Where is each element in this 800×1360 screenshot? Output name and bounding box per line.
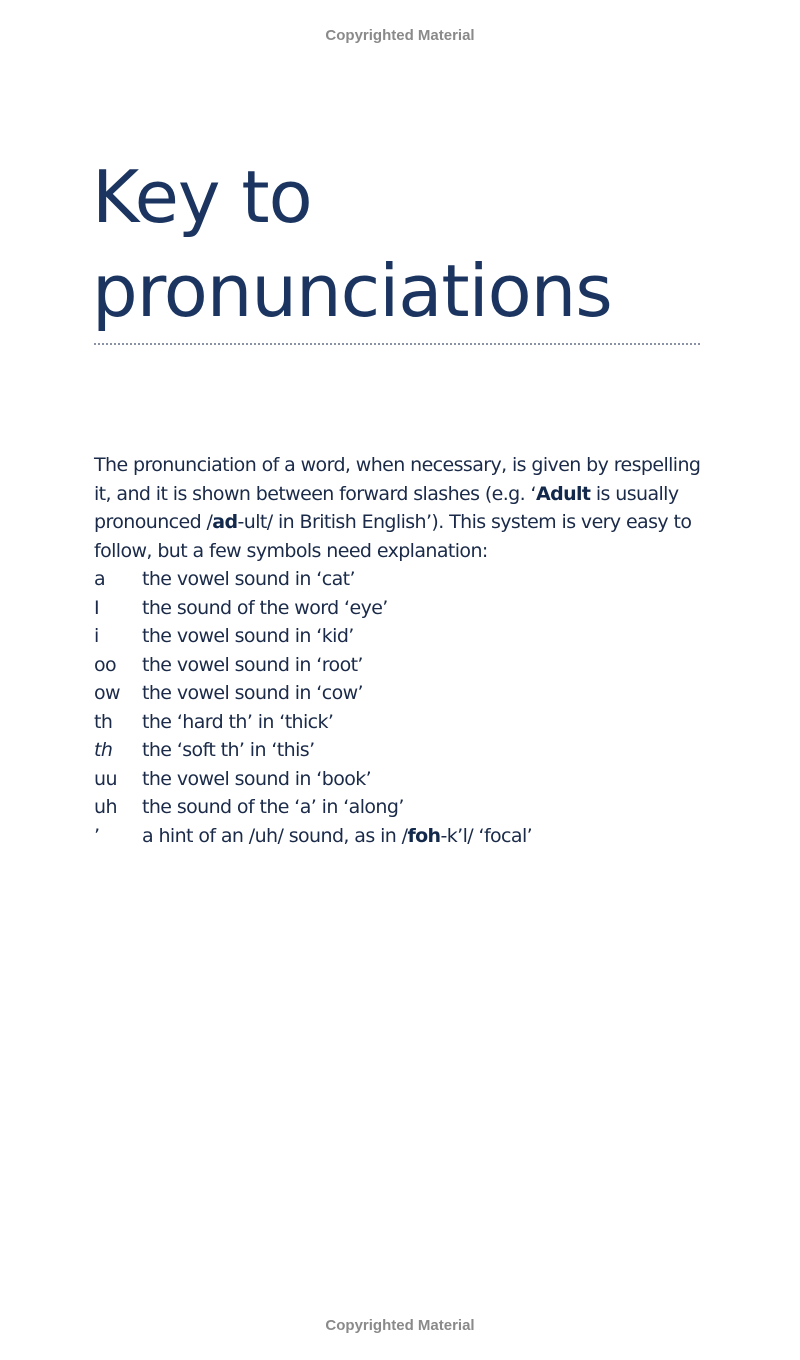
key-symbol: th: [94, 710, 113, 733]
intro-bold-word: Adult: [535, 482, 591, 505]
intro-bold-syllable: ad: [212, 511, 238, 533]
key-symbol: oo: [94, 653, 117, 676]
key-row: [94, 594, 734, 623]
key-description: the sound of the word ‘eye’: [142, 596, 388, 619]
intro-text-3: -ult/ in British English’). This system is very easy to follow, but a few symbols need explanation:: [94, 511, 692, 562]
key-symbol: a: [94, 568, 106, 591]
key-row: [94, 765, 734, 794]
key-description: the vowel sound in ‘cat’: [142, 568, 355, 591]
intro-text-1: The pronunciation of a word, when necessary, is given by respelling it, and it is shown between forward slashes (e.g. ‘: [94, 454, 701, 505]
key-symbol: I: [94, 596, 100, 619]
key-desc-text-2: -k’l/ ‘focal’: [440, 824, 533, 847]
dotted-divider: [94, 343, 700, 345]
key-symbol: uu: [94, 767, 117, 790]
key-description: the ‘soft th’ in ‘this’: [142, 739, 315, 762]
page-title: [92, 150, 732, 338]
key-description: the vowel sound in ‘book’: [142, 767, 372, 790]
key-desc-bold-syllable: foh: [407, 824, 441, 847]
copyright-watermark-bottom: Copyrighted Material: [325, 1317, 475, 1334]
key-description: the vowel sound in ‘cow’: [142, 682, 363, 705]
key-symbol: ’: [94, 824, 100, 847]
key-description: the vowel sound in ‘kid’: [142, 625, 354, 648]
key-symbol: ow: [94, 682, 120, 705]
key-row: [94, 651, 734, 680]
copyright-watermark-top: Copyrighted Material: [325, 27, 475, 44]
key-row: [94, 622, 734, 651]
key-description: the vowel sound in ‘root’: [142, 653, 363, 676]
intro-text-2: is usually pronounced /: [94, 482, 679, 533]
key-row: [94, 736, 734, 765]
key-description: [142, 825, 532, 847]
key-desc-text-1: a hint of an /uh/ sound, as in /: [142, 824, 408, 847]
key-row: [94, 793, 734, 822]
key-description: the sound of the ‘a’ in ‘along’: [142, 796, 404, 819]
intro-paragraph: [94, 451, 714, 565]
key-symbol: uh: [94, 796, 117, 819]
key-row: [94, 708, 734, 737]
key-row: [94, 822, 734, 851]
key-symbol-italic: th: [94, 739, 113, 762]
key-row: [94, 565, 734, 594]
key-symbol: i: [94, 625, 99, 648]
title-line-2: pronunciations: [92, 249, 612, 333]
key-description: the ‘hard th’ in ‘thick’: [142, 710, 334, 733]
pronunciation-key-list: [94, 565, 734, 850]
key-row: [94, 679, 734, 708]
title-line-1: Key to: [92, 155, 312, 239]
